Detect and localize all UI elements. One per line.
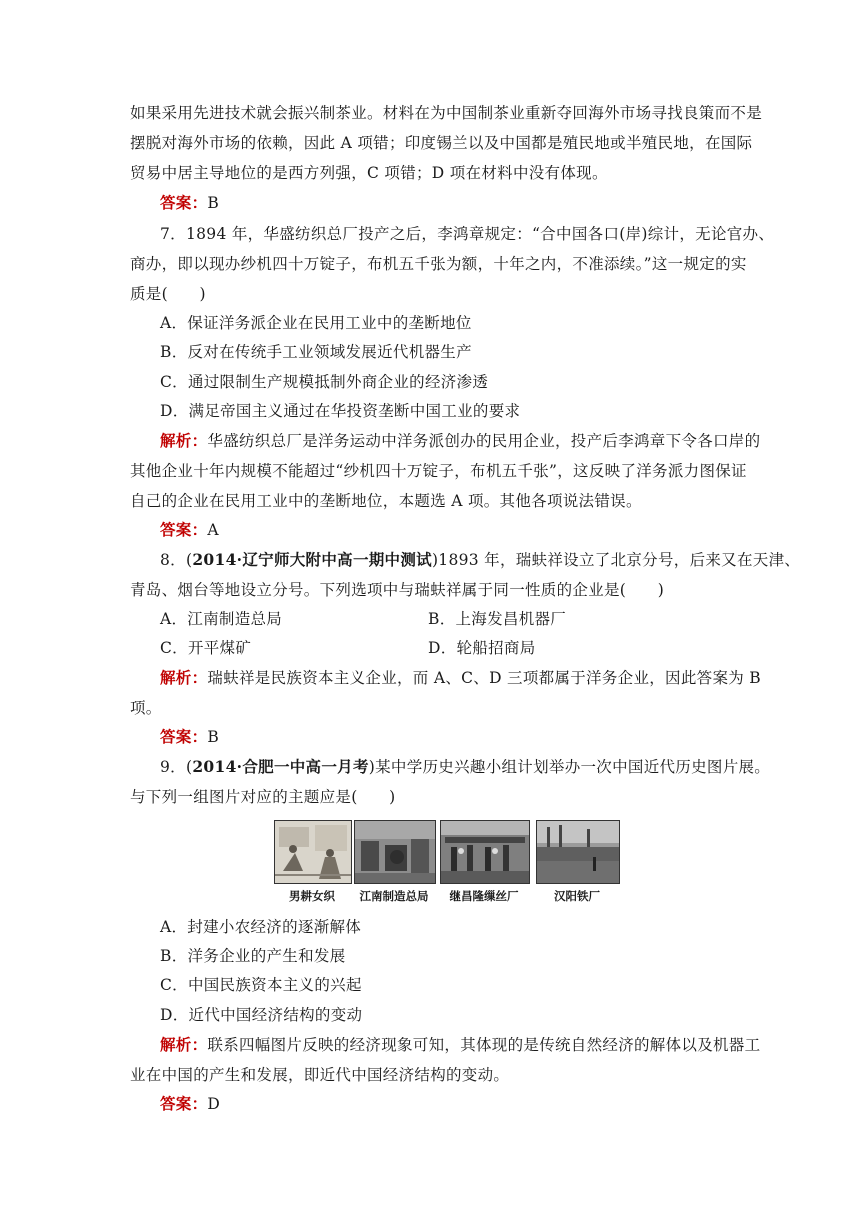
analysis-text: 瑞蚨祥是民族资本主义企业，而 A、C、D 三项都属于洋务企业，因此答案为 B [207,669,761,687]
stem-text: )某中学历史兴趣小组计划举办一次中国近代历史图片展。 [368,758,771,776]
question-number: 8．( [160,551,193,569]
q9-option-a: A．封建小农经济的逐渐解体 [160,918,362,936]
q9-answer [160,1094,730,1114]
q7-stem-line-3: 质是( ) [130,285,206,303]
answer-value: D [207,1095,221,1113]
q9-option-c: C．中国民族资本主义的兴起 [160,976,362,994]
caption-1: 男耕女织 [289,889,335,903]
q7-option-c: C．通过限制生产规模抵制外商企业的经济渗透 [160,373,489,391]
q6-analysis-line-2: 摆脱对海外市场的依赖，因此 A 项错；印度锡兰以及中国都是殖民地或半殖民地，在国际 [130,134,753,152]
answer-label: 答案： [160,193,208,212]
q9-option-d: D．近代中国经济结构的变动 [160,1006,363,1024]
q6-analysis-line-1: 如果采用先进技术就会振兴制茶业。材料在为中国制茶业重新夺回海外市场寻找良策而不是 [130,104,763,122]
q7-analysis-line-1 [160,431,761,451]
q7-analysis-line-3: 自己的企业在民用工业中的垄断地位，本题选 A 项。其他各项说法错误。 [130,492,642,510]
q7-answer [160,520,730,540]
question-source: 2014·合肥一中高一月考 [192,757,369,776]
photo-jiangnan-arsenal [354,820,436,884]
q8-option-c: C．开平煤矿 [160,639,252,657]
answer-label: 答案： [160,1094,208,1113]
answer-value: B [207,728,220,746]
stem-text: )1893 年，瑞蚨祥设立了北京分号，后来又在天津、 [431,551,801,569]
q9-option-b: B．洋务企业的产生和发展 [160,947,346,965]
answer-value: B [207,194,220,212]
answer-label: 答案： [160,727,208,746]
q7-option-b: B．反对在传统手工业领域发展近代机器生产 [160,343,472,361]
analysis-text: 华盛纺织总厂是洋务运动中洋务派创办的民用企业，投产后李鸿章下令各口岸的 [207,432,761,450]
q9-analysis-line-2: 业在中国的产生和发展，即近代中国经济结构的变动。 [130,1066,510,1084]
q8-option-a: A．江南制造总局 [160,610,283,628]
q8-analysis-line-2: 项。 [130,699,162,717]
q8-answer [160,727,730,747]
q8-analysis-line-1 [160,668,761,688]
q9-picture-set [272,820,622,906]
q7-stem-line-2: 商办，即以现办纱机四十万锭子，布机五千张为额，十年之内，不准添续。”这一规定的实 [130,255,747,273]
question-number: 9．( [160,758,193,776]
q8-option-b: B．上海发昌机器厂 [428,610,567,628]
photo-farming-weaving [274,820,352,884]
analysis-text: 联系四幅图片反映的经济现象可知，其体现的是传统自然经济的解体以及机器工 [207,1036,761,1054]
caption-3: 继昌隆缫丝厂 [449,889,519,903]
q8-option-d: D．轮船招商局 [428,639,536,657]
caption-2: 江南制造总局 [359,889,429,903]
q8-stem-line-1 [160,550,801,570]
answer-label: 答案： [160,520,208,539]
answer-value: A [207,521,219,539]
q7-analysis-line-2: 其他企业十年内规模不能超过“纱机四十万锭子，布机五千张”，这反映了洋务派力图保证 [130,462,747,480]
q9-analysis-line-1 [160,1035,761,1055]
q8-stem-line-2: 青岛、烟台等地设立分号。下列选项中与瑞蚨祥属于同一性质的企业是( ) [130,581,665,599]
analysis-label: 解析： [160,1035,208,1054]
q6-answer [160,193,730,213]
q9-stem-line-1 [160,757,771,777]
photo-hanyang-ironworks [536,820,620,884]
analysis-label: 解析： [160,668,208,687]
analysis-label: 解析： [160,431,208,450]
question-source: 2014·辽宁师大附中高一期中测试 [192,550,432,569]
q7-option-d: D．满足帝国主义通过在华投资垄断中国工业的要求 [160,402,521,420]
caption-4: 汉阳铁厂 [554,889,600,903]
photo-silk-factory [440,820,530,884]
q7-stem-line-1: 7．1894 年，华盛纺织总厂投产之后，李鸿章规定：“合中国各口(岸)综计，无论官办、 [160,225,775,243]
q7-option-a: A．保证洋务派企业在民用工业中的垄断地位 [160,314,472,332]
q6-analysis-line-3: 贸易中居主导地位的是西方列强，C 项错；D 项在材料中没有体现。 [130,164,608,182]
q9-stem-line-2: 与下列一组图片对应的主题应是( ) [130,788,396,806]
